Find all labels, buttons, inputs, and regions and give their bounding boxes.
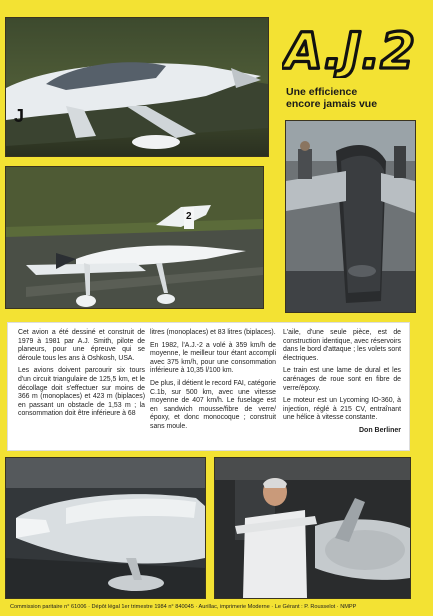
paragraph: De plus, il détient le record FAI, catégorie C.1b, sur 500 km, avec une vitesse moyenne de 407 km/h. Le fuselage est en sandwich mousse/fibre de verre/époxy, et donc monocoque ; construit sans moule. <box>150 379 277 430</box>
article-text-box <box>8 323 409 450</box>
plane-marking-2: 2 <box>186 211 192 222</box>
paragraph: L'aile, d'une seule pièce, est de construction identique, avec réservoirs dans le bord d'attaque ; les volets sont électriques. <box>283 329 401 362</box>
article-subtitle <box>286 86 426 110</box>
paragraph: Le moteur est un Lycoming IO-360, à injection, réglé à 215 CV, entraînant une hélice à vitesse constante. <box>283 397 401 422</box>
author-byline: Don Berliner <box>358 426 401 434</box>
photo-plane-runway <box>6 167 263 308</box>
paragraph: En 1982, l'A.J.-2 a volé à 359 km/h de moyenne, le meilleur tour étant accompli avec 375 km/h, pour une consommation inférieure à 10,35 l/100 km. <box>150 341 276 375</box>
plane-marking-j: J <box>14 106 25 126</box>
paragraph: Le train est une lame de dural et les carénages de roue sont en fibre de verre/époxy. <box>283 367 401 392</box>
photo-plane-nose <box>6 458 205 598</box>
paragraph: Les avions doivent parcourir six tours d'un circuit triangulaire de 125,5 km, et le décollage doit s'effectuer sur moins de 366 m (monoplaces) et 423 m (biplaces) en passant un obstacle de 1,53 m ; la consommation doit être inférieure à 68 <box>18 367 145 418</box>
article-column-1 <box>18 329 145 423</box>
subtitle-line-2: encore jamais vue <box>286 98 378 110</box>
photo-plane-rear <box>286 121 415 312</box>
article-title <box>282 16 427 78</box>
photo-plane-canopy <box>6 18 268 156</box>
title-text: A.J.2 <box>284 22 416 78</box>
photo-pilot-with-plane <box>215 458 410 598</box>
article-column-3 <box>283 329 401 436</box>
subtitle-line-1: Une efficience <box>286 86 358 98</box>
legal-footer: Commission paritaire n° 61006 · Dépôt légal 1er trimestre 1984 n° 840045 · Aurillac, imprimerie Moderne · Le Gérant : P. Rousselot · NMPP <box>10 604 357 610</box>
paragraph: Cet avion a été dessiné et construit de 1979 à 1981 par A.J. Smith, pilote de planeurs, pour une épreuve qui se déroule tous les ans à Oshkosh, USA. <box>18 329 145 362</box>
paragraph: litres (monoplaces) et 83 litres (biplaces). <box>150 329 276 336</box>
article-column-2 <box>150 329 276 436</box>
